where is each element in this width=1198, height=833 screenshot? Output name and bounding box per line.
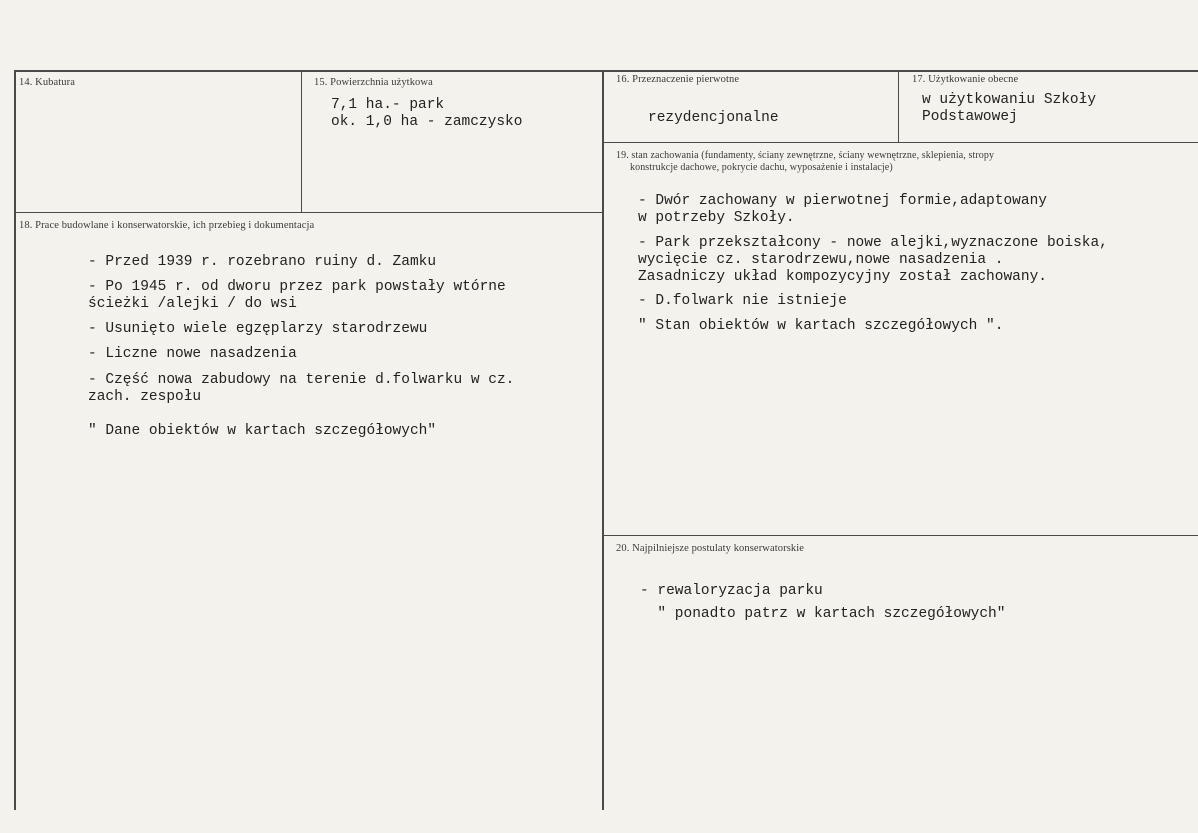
field-17-label: 17. Użytkowanie obecne — [912, 74, 1019, 85]
field-19-label-line-1: 19. stan zachowania (fundamenty, ściany zewnętrzne, ściany wewnętrzne, sklepienia, stropy — [616, 150, 995, 161]
field-19-label-line-2: konstrukcje dachowe, pokrycie dachu, wyposażenie i instalacje) — [630, 162, 893, 173]
field-16-value: rezydencjonalne — [648, 110, 779, 126]
divider-center — [602, 70, 604, 810]
field-17-line-2: Podstawowej — [922, 109, 1018, 125]
field-18-label: 18. Prace budowlane i konserwatorskie, ich przebieg i dokumentacja — [19, 220, 315, 231]
divider-17-left — [898, 70, 899, 142]
field-15-line-1: 7,1 ha.- park — [331, 97, 445, 113]
divider-15-left — [301, 70, 302, 212]
field-14-label: 14. Kubatura — [19, 77, 76, 88]
field-20-label: 20. Najpilniejsze postulaty konserwatorskie — [616, 543, 805, 554]
field-15-label: 15. Powierzchnia użytkowa — [314, 77, 433, 88]
left-rule — [14, 70, 16, 810]
field-15-line-2: ok. 1,0 ha - zamczysko — [331, 114, 523, 130]
top-rule — [14, 70, 1198, 72]
rule-under-14-15 — [14, 212, 602, 213]
rule-under-16-17 — [602, 142, 1198, 143]
field-17-line-1: w użytkowaniu Szkoły — [922, 92, 1097, 108]
rule-above-20 — [602, 535, 1198, 536]
field-16-label: 16. Przeznaczenie pierwotne — [616, 74, 740, 85]
